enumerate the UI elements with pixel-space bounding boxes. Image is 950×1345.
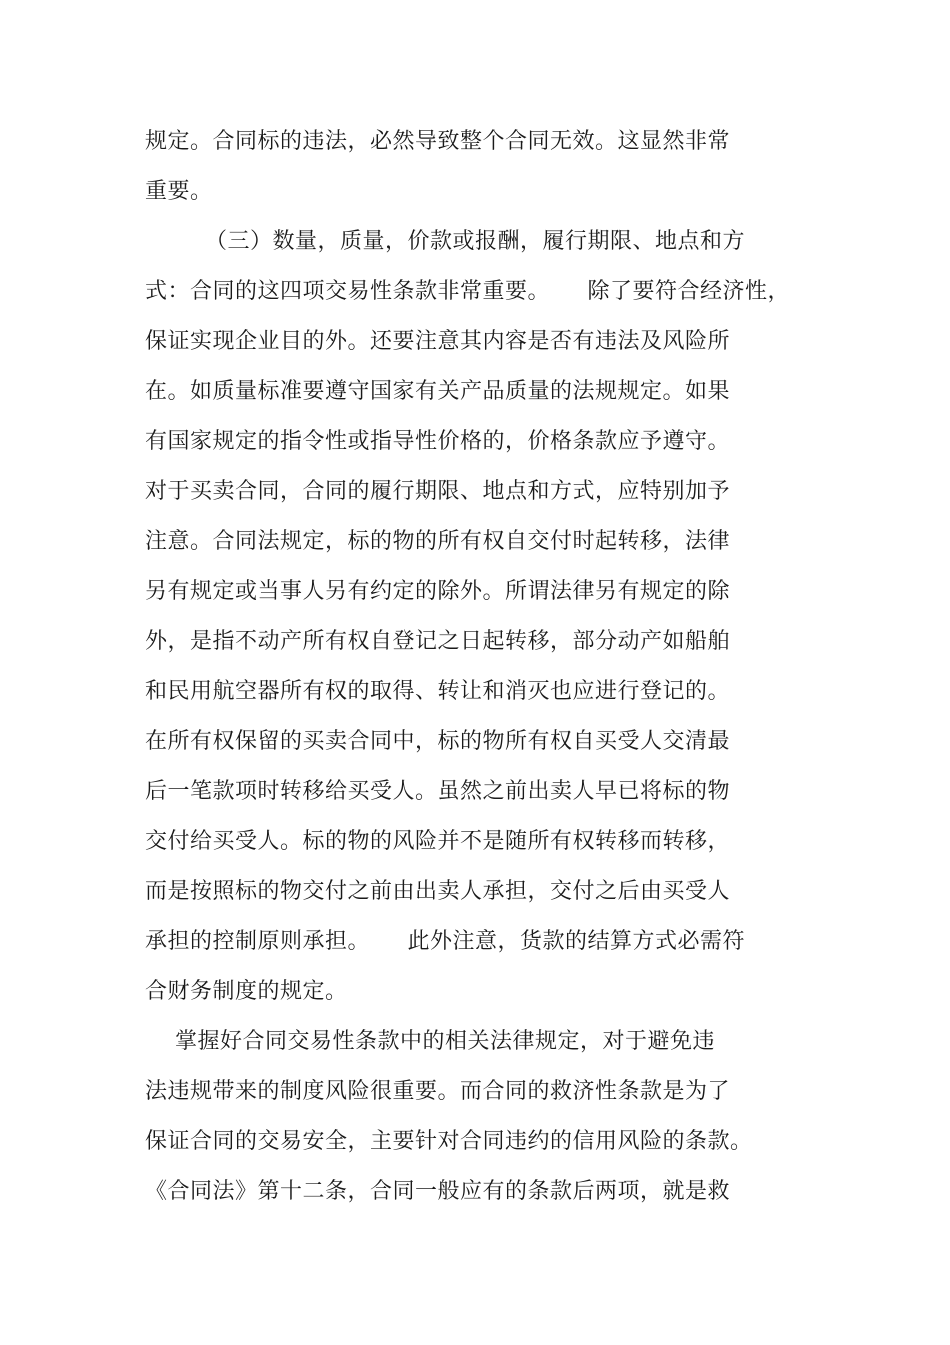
text-line: 另有规定或当事人另有约定的除外。所谓法律另有规定的除	[145, 579, 731, 604]
text-line: 法违规带来的制度风险很重要。而合同的救济性条款是为了	[145, 1079, 731, 1104]
text-line: 保证实现企业目的外。还要注意其内容是否有违法及风险所	[145, 329, 731, 354]
text-line: 《合同法》第十二条，合同一般应有的条款后两项，就是救	[145, 1179, 731, 1204]
text-line: （三）数量，质量，价款或报酬，履行期限、地点和方	[145, 229, 745, 254]
text-line: 掌握好合同交易性条款中的相关法律规定，对于避免违	[145, 1029, 715, 1054]
text-line: 后一笔款项时转移给买受人。虽然之前出卖人早已将标的物	[145, 779, 731, 804]
text-line: 在。如质量标准要遵守国家有关产品质量的法规规定。如果	[145, 379, 731, 404]
text-line: 和民用航空器所有权的取得、转让和消灭也应进行登记的。	[145, 679, 731, 704]
text-line: 重要。	[145, 179, 213, 204]
text-line: 交付给买受人。标的物的风险并不是随所有权转移而转移，	[145, 829, 731, 854]
text-line: 规定。合同标的违法，必然导致整个合同无效。这显然非常	[145, 129, 731, 154]
text-line: 对于买卖合同，合同的履行期限、地点和方式，应特别加予	[145, 479, 731, 504]
text-line: 承担的控制原则承担。 此外注意，货款的结算方式必需符	[145, 929, 745, 954]
text-line: 有国家规定的指令性或指导性价格的，价格条款应予遵守。	[145, 429, 731, 454]
text-line: 式：合同的这四项交易性条款非常重要。 除了要符合经济性，	[145, 279, 790, 304]
text-line: 合财务制度的规定。	[145, 979, 348, 1004]
text-line: 注意。合同法规定，标的物的所有权自交付时起转移，法律	[145, 529, 731, 554]
text-line: 而是按照标的物交付之前由出卖人承担，交付之后由买受人	[145, 879, 731, 904]
text-line: 外，是指不动产所有权自登记之日起转移，部分动产如船舶	[145, 629, 731, 654]
text-line: 保证合同的交易安全，主要针对合同违约的信用风险的条款。	[145, 1129, 753, 1154]
text-line: 在所有权保留的买卖合同中，标的物所有权自买受人交清最	[145, 729, 731, 754]
